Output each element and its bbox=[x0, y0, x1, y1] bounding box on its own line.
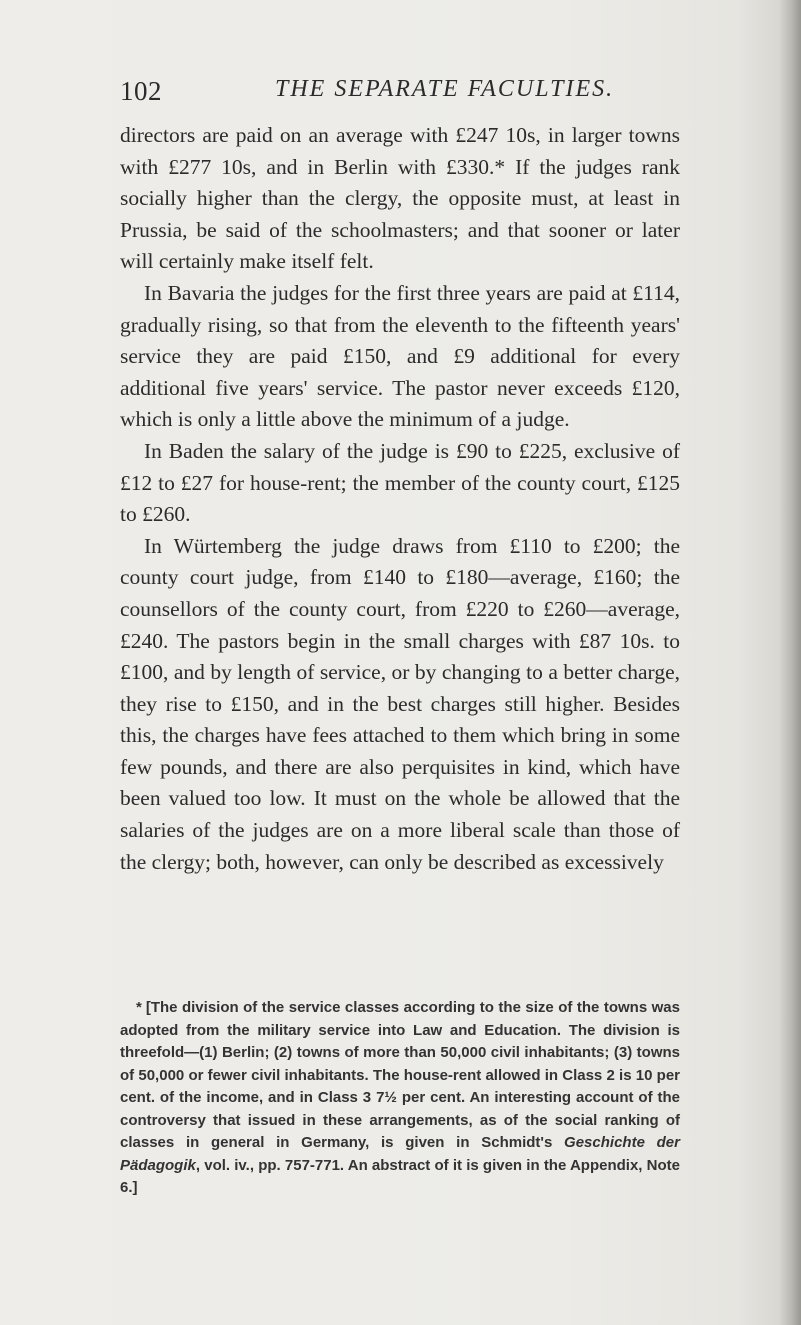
paragraph-continued: directors are paid on an average with £247 10s, in larger towns with £277 10s, and in Berlin with £330.* If the judges rank socially higher than the clergy, the opposite must, at least in Prussia, be said of the schoolmasters; and that sooner or later will certainly make itself felt. bbox=[120, 123, 680, 274]
page-edge-shadow bbox=[779, 0, 801, 1325]
footnote-book-title: Geschichte der Pädagogik bbox=[120, 1134, 680, 1174]
paragraph-wurtemberg: In Würtemberg the judge draws from £110 to £200; the county court judge, from £140 to £180—average, £160; the counsellors of the county court, from £220 to £260—average, £240. The pastors begin in the small charges with £87 10s. to £100, and by length of service, or by changing to a better charge, they rise to £150, and in the best charges still higher. Besides this, the charges have fees attached to them which bring in some few pounds, and there are also perquisites in kind, which have been valued too low. It must on the whole be allowed that the salaries of the judges are on a more liberal scale than those of the clergy; both, however, can only be described as excessively bbox=[120, 533, 680, 874]
footnote bbox=[120, 997, 680, 1200]
page-header bbox=[120, 76, 680, 116]
paragraph-baden: In Baden the salary of the judge is £90 to £225, exclusive of £12 to £27 for house-rent; the member of the county court, £125 to £260. bbox=[120, 438, 680, 527]
running-head: THE SEPARATE FACULTIES. bbox=[275, 76, 615, 102]
paragraph-bavaria: In Bavaria the judges for the first three years are paid at £114, gradually rising, so that from the eleventh to the fifteenth years' service they are paid £150, and £9 additional for every additional five years' service. The pastor never exceeds £120, which is only a little above the minimum of a judge. bbox=[120, 280, 680, 432]
footnote-text-end: , vol. iv., pp. 757-771. An abstract of it is given in the Appendix, Note 6.] bbox=[120, 1156, 680, 1196]
page-number: 102 bbox=[120, 76, 162, 106]
footnote-marker: * bbox=[136, 999, 142, 1016]
footnote-text: [The division of the service classes according to the size of the towns was adopted from the military service into Law and Education. The division is threefold—(1) Berlin; (2) towns of more than 50,000 civil inhabitants; (3) towns of 50,000 or fewer civil inhabitants. The house-rent allowed in Class 2 is 10 per cent. of the income, and in Class 3 7½ per cent. An interesting account of the controversy that issued in these arrangements, as of the social ranking of classes in general in Germany, is given in Schmidt's bbox=[120, 999, 680, 1151]
body-text bbox=[120, 120, 680, 878]
